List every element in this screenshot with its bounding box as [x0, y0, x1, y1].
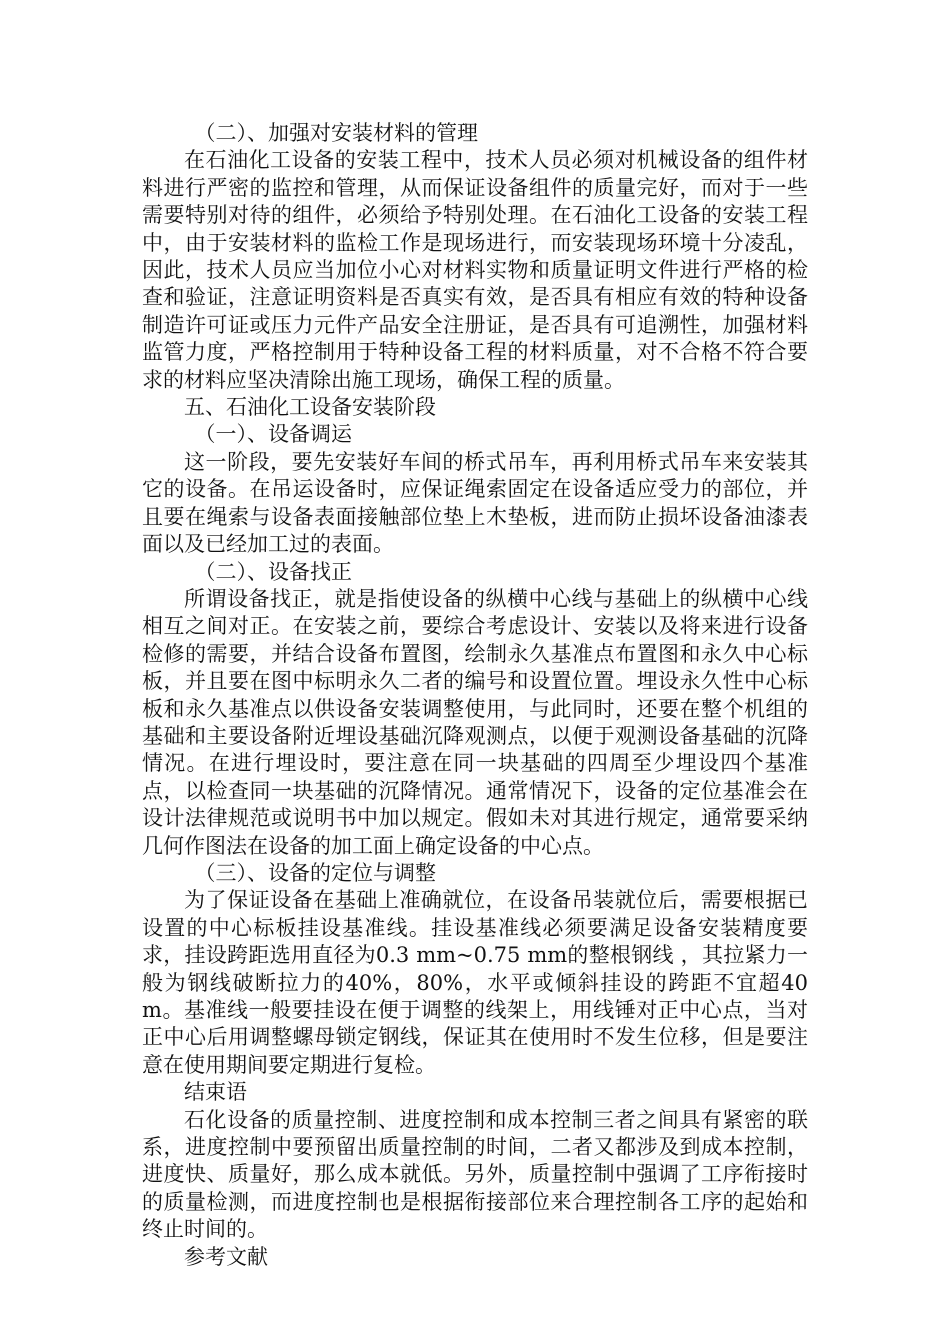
section-subheading: （三）、设备的定位与调整: [194, 860, 436, 885]
document-page: [142, 120, 808, 1271]
body-paragraph: 为了保证设备在基础上准确就位，在设备吊装就位后，需要根据已设置的中心标板挂设基准线。挂设基准线必须要满足设备安装精度要求，挂设跨距选用直径为0.3 mm~0.75 mm的整根钢线 ，其拉紧力一般为钢线破断拉力的40%，80%，水平或倾斜挂设的跨距不宜超40 m。基准线一般要挂设在便于调整的线架上，用线锤对正中心点，当对正中心后用调整螺母锁定钢线，保证其在使用时不发生位移，但是要注意在使用期间要定期进行复检。: [142, 888, 808, 1077]
section-heading: 结束语: [184, 1080, 247, 1105]
section-subheading: （一）、设备调运: [194, 422, 352, 447]
section-heading: 参考文献: [184, 1244, 268, 1269]
body-paragraph: 所谓设备找正，就是指使设备的纵横中心线与基础上的纵横中心线相互之间对正。在安装之前，要综合考虑设计、安装以及将来进行设备检修的需要，并结合设备布置图，绘制永久基准点布置图和永久中心标板，并且要在图中标明永久二者的编号和设置位置。埋设永久性中心标板和永久基准点以供设备安装调整使用，与此同时，还要在整个机组的基础和主要设备附近埋设基础沉降观测点，以便于观测设备基础的沉降情况。在进行埋设时，要注意在同一块基础的四周至少埋设四个基准点，以检查同一块基础的沉降情况。通常情况下，设备的定位基准会在设计法律规范或说明书中加以规定。假如未对其进行规定，通常要采纳几何作图法在设备的加工面上确定设备的中心点。: [142, 586, 808, 858]
section-subheading: （二）、加强对安装材料的管理: [194, 121, 478, 145]
body-paragraph: 在石油化工设备的安装工程中，技术人员必须对机械设备的组件材料进行严密的监控和管理，从而保证设备组件的质量完好，而对于一些需要特别对待的组件，必须给予特别处理。在石油化工设备的安装工程中，由于安装材料的监检工作是现场进行，而安装现场环境十分凌乱，因此，技术人员应当加位小心对材料实物和质量证明文件进行严格的检查和验证，注意证明资料是否真实有效，是否具有相应有效的特种设备制造许可证或压力元件产品安全注册证，是否具有可追溯性，加强材料监管力度，严格控制用于特种设备工程的材料质量，对不合格不符合要求的材料应坚决清除出施工现场，确保工程的质量。: [142, 148, 808, 392]
body-paragraph: 这一阶段，要先安装好车间的桥式吊车，再利用桥式吊车来安装其它的设备。在吊运设备时，应保证绳索固定在设备适应受力的部位，并且要在绳索与设备表面接触部位垫上木垫板，进而防止损坏设备油漆表面以及已经加工过的表面。: [142, 449, 808, 557]
section-subheading: （二）、设备找正: [194, 559, 352, 584]
section-heading: 五、石油化工设备安装阶段: [184, 395, 436, 420]
body-paragraph: 石化设备的质量控制、进度控制和成本控制三者之间具有紧密的联系，进度控制中要预留出质量控制的时间，二者又都涉及到成本控制，进度快、质量好，那么成本就低。另外，质量控制中强调了工序衔接时的质量检测，而进度控制也是根据衔接部位来合理控制各工序的起始和终止时间的。: [142, 1107, 808, 1242]
